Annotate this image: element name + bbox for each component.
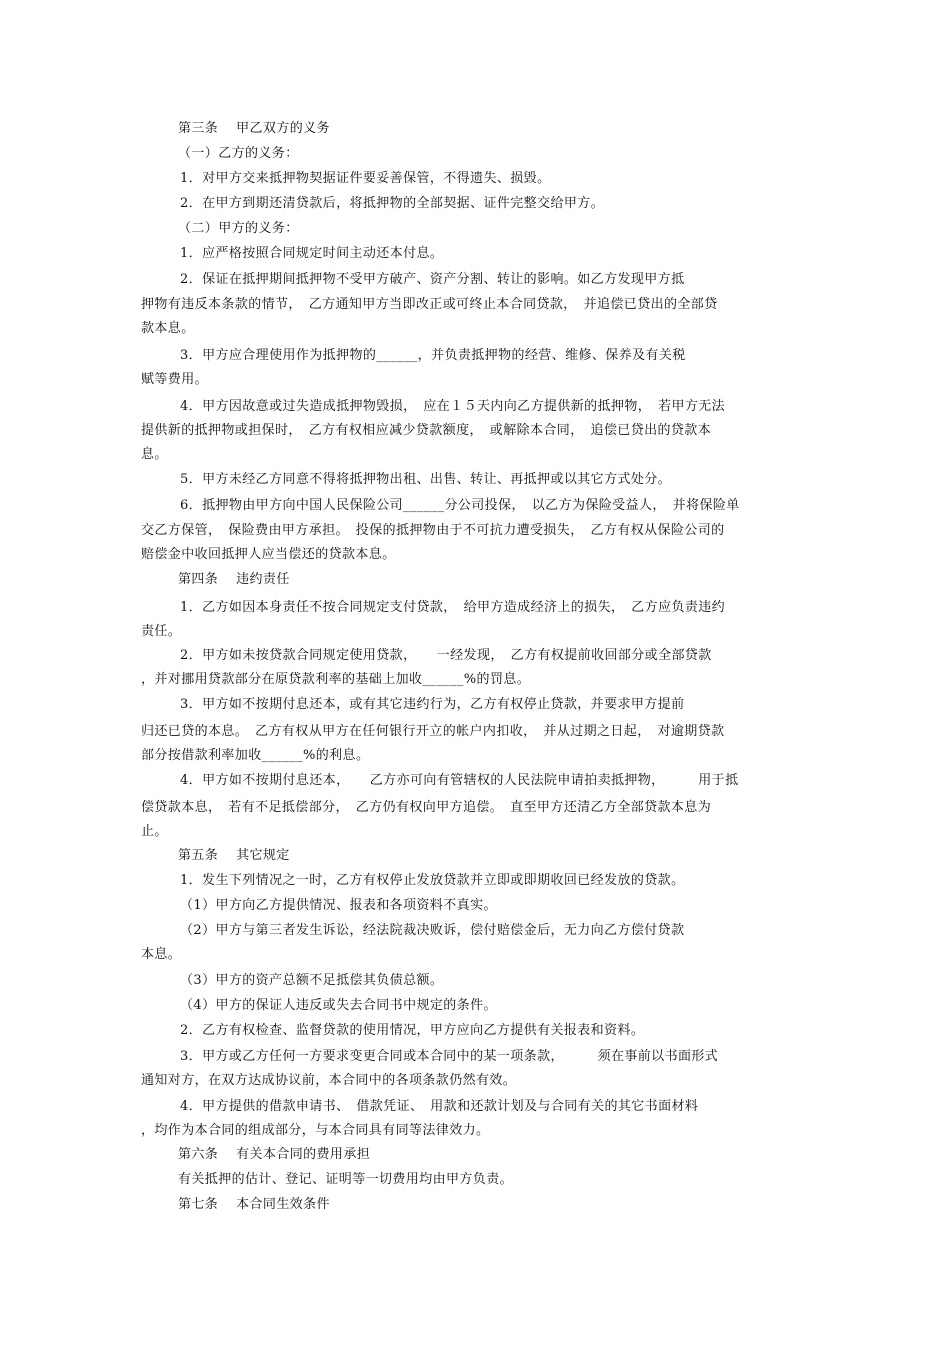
party-a-item-4-line-3: 息。 — [141, 447, 168, 462]
article-4-item-1-line-1: 1．乙方如因本身责任不按合同规定支付贷款， 给甲方造成经济上的损失， 乙方应负责违约 — [180, 600, 726, 615]
article-5-case-1: （1）甲方向乙方提供情况、报表和各项资料不真实。 — [180, 898, 497, 913]
party-a-item-3-line-1: 3．甲方应合理使用作为抵押物的______，并负责抵押物的经营、维修、保养及有关税 — [180, 348, 686, 363]
article-7-heading: 第七条 本合同生效条件 — [178, 1197, 330, 1212]
article-4-item-2-line-1: 2．甲方如未按贷款合同规定使用贷款， 一经发现， 乙方有权提前收回部分或全部贷款 — [180, 648, 712, 663]
party-a-item-4-line-1: 4．甲方因故意或过失造成抵押物毁损， 应在１５天内向乙方提供新的抵押物， 若甲方无法 — [180, 399, 726, 414]
article-4-heading: 第四条 违约责任 — [178, 572, 290, 587]
article-5-case-2-line-2: 本息。 — [141, 947, 182, 962]
party-a-item-6-line-2: 交乙方保管， 保险费由甲方承担。 投保的抵押物由于不可抗力遭受损失， 乙方有权从保险公司的 — [141, 523, 725, 538]
party-a-item-4-line-2: 提供新的抵押物或担保时， 乙方有权相应减少贷款额度， 或解除本合同， 追偿已贷出的贷款本 — [141, 423, 712, 438]
party-b-item-2: 2．在甲方到期还清贷款后，将抵押物的全部契据、证件完整交给甲方。 — [180, 196, 605, 211]
article-5-item-3-line-2: 通知对方，在双方达成协议前，本合同中的各项条款仍然有效。 — [141, 1073, 517, 1088]
party-a-item-3-line-2: 赋等费用。 — [141, 372, 209, 387]
article-5-item-4-line-1: 4．甲方提供的借款申请书、 借款凭证、 用款和还款计划及与合同有关的其它书面材料 — [180, 1099, 699, 1114]
article-5-item-4-line-2: ，均作为本合同的组成部分，与本合同具有同等法律效力。 — [141, 1123, 490, 1138]
article-4-item-4-line-3: 止。 — [141, 824, 168, 839]
party-a-item-1: 1．应严格按照合同规定时间主动还本付息。 — [180, 246, 444, 261]
article-6-heading: 第六条 有关本合同的费用承担 — [178, 1147, 371, 1162]
article-6-body: 有关抵押的估计、登记、证明等一切费用均由甲方负责。 — [178, 1172, 514, 1187]
article-3-heading: 第三条 甲乙双方的义务 — [178, 121, 330, 136]
party-a-item-2-line-2: 押物有违反本条款的情节， 乙方通知甲方当即改正或可终止本合同贷款， 并追偿已贷出的全部贷 — [141, 297, 718, 312]
article-5-heading: 第五条 其它规定 — [178, 848, 290, 863]
party-a-obligations-title: （二）甲方的义务： — [178, 221, 299, 236]
article-5-item-3-line-1: 3．甲方或乙方任何一方要求变更合同或本合同中的某一项条款， 须在事前以书面形式 — [180, 1049, 719, 1064]
party-b-obligations-title: （一）乙方的义务： — [178, 146, 299, 161]
article-5-item-2: 2．乙方有权检查、监督贷款的使用情况，甲方应向乙方提供有关报表和资料。 — [180, 1023, 645, 1038]
article-4-item-3-line-2: 归还已贷的本息。 乙方有权从甲方在任何银行开立的帐户内扣收， 并从过期之日起， 对逾期贷款 — [141, 724, 725, 739]
article-4-item-3-line-3: 部分按借款利率加收______%的利息。 — [141, 748, 370, 763]
article-5-item-1: 1．发生下列情况之一时，乙方有权停止发放贷款并立即或即期收回已经发放的贷款。 — [180, 873, 685, 888]
article-4-item-1-line-2: 责任。 — [141, 624, 182, 639]
article-4-item-4-line-1: 4．甲方如不按期付息还本， 乙方亦可向有管辖权的人民法院申请拍卖抵押物， 用于抵 — [180, 773, 739, 788]
party-a-item-6-line-1: 6．抵押物由甲方向中国人民保险公司______分公司投保， 以乙方为保险受益人， 并将保险单 — [180, 498, 740, 513]
party-b-item-1: 1．对甲方交来抵押物契据证件要妥善保管，不得遗失、损毁。 — [180, 171, 551, 186]
article-5-case-4: （4）甲方的保证人违反或失去合同书中规定的条件。 — [180, 998, 497, 1013]
article-4-item-2-line-2: ，并对挪用贷款部分在原贷款利率的基础上加收______%的罚息。 — [141, 672, 531, 687]
article-4-item-3-line-1: 3．甲方如不按期付息还本，或有其它违约行为，乙方有权停止贷款，并要求甲方提前 — [180, 697, 685, 712]
party-a-item-2-line-3: 款本息。 — [141, 321, 195, 336]
article-5-case-2-line-1: （2）甲方与第三者发生诉讼，经法院裁决败诉，偿付赔偿金后，无力向乙方偿付贷款 — [180, 923, 685, 938]
party-a-item-6-line-3: 赔偿金中收回抵押人应当偿还的贷款本息。 — [141, 547, 396, 562]
article-4-item-4-line-2: 偿贷款本息， 若有不足抵偿部分， 乙方仍有权向甲方追偿。 直至甲方还清乙方全部贷款本息为 — [141, 800, 712, 815]
party-a-item-5: 5．甲方未经乙方同意不得将抵押物出租、出售、转让、再抵押或以其它方式处分。 — [180, 472, 672, 487]
party-a-item-2-line-1: 2．保证在抵押期间抵押物不受甲方破产、资产分割、转让的影响。如乙方发现甲方抵 — [180, 272, 685, 287]
article-5-case-3: （3）甲方的资产总额不足抵偿其负债总额。 — [180, 973, 444, 988]
